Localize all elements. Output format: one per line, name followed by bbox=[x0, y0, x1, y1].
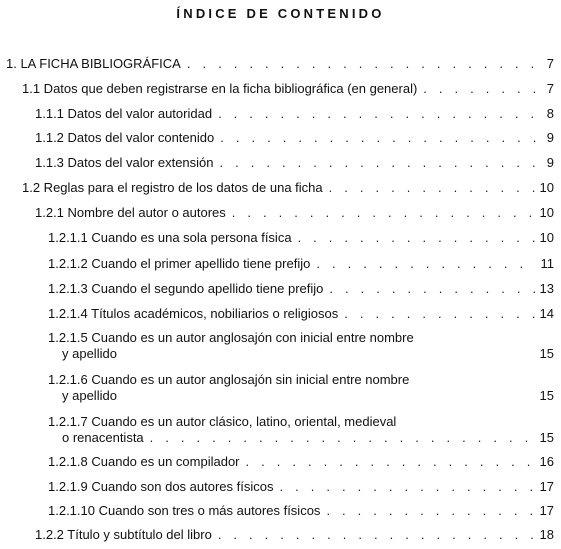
toc-entry bbox=[48, 503, 554, 519]
toc-entry bbox=[48, 479, 554, 495]
toc-leader bbox=[316, 256, 536, 272]
toc-page-number: 9 bbox=[546, 155, 554, 170]
toc-page-number: 10 bbox=[539, 180, 554, 195]
toc-page-number: 15 bbox=[539, 430, 554, 445]
toc-leader bbox=[329, 180, 536, 196]
toc-entry-text: 1.2.1.4 Títulos académicos, nobiliarios o religiosos bbox=[48, 306, 339, 321]
toc-entry-text: 1.2.1.5 Cuando es un autor anglosajón con inicial entre nombre bbox=[48, 330, 414, 345]
toc-entry bbox=[6, 56, 554, 72]
toc-entry-text: 1.2.1.6 Cuando es un autor anglosajón sin inicial entre nombre bbox=[48, 372, 410, 387]
toc-entry-text: 1.2.1.8 Cuando es un compilador bbox=[48, 454, 240, 469]
toc-entry-text: 1.2.1.7 Cuando es un autor clásico, latino, oriental, medieval bbox=[48, 414, 397, 429]
toc-entry bbox=[48, 256, 554, 272]
toc-page-number: 15 bbox=[539, 388, 554, 403]
toc-entry-text: 1.1.1 Datos del valor autoridad bbox=[35, 106, 213, 121]
toc-entry bbox=[48, 414, 554, 446]
toc-entry-text-continued: y apellido bbox=[62, 346, 117, 361]
toc-entry bbox=[22, 180, 554, 196]
toc-entry bbox=[48, 454, 554, 470]
toc-leader bbox=[220, 130, 536, 146]
toc-entry-text: 1.2.1.9 Cuando son dos autores físicos bbox=[48, 479, 274, 494]
toc-entry bbox=[48, 281, 554, 297]
toc-page-number: 18 bbox=[539, 527, 554, 542]
toc-leader bbox=[218, 527, 536, 543]
toc-entry-text: 1. LA FICHA BIBLIOGRÁFICA bbox=[6, 56, 181, 71]
toc-entry-text: 1.2.1.2 Cuando el primer apellido tiene prefijo bbox=[48, 256, 311, 271]
toc-page-number: 17 bbox=[539, 479, 554, 494]
toc-entry-text-continued: o renacentista bbox=[62, 430, 144, 445]
toc-leader bbox=[423, 81, 536, 97]
toc-entry bbox=[35, 205, 554, 221]
toc-entry bbox=[35, 130, 554, 146]
toc-leader bbox=[344, 306, 535, 322]
toc-leader bbox=[232, 205, 536, 221]
toc-leader bbox=[279, 479, 535, 495]
toc-entry-text: 1.1.3 Datos del valor extensión bbox=[35, 155, 214, 170]
toc-entry-text: 1.2.1 Nombre del autor o autores bbox=[35, 205, 226, 220]
toc-leader bbox=[298, 230, 536, 246]
toc-leader bbox=[246, 454, 536, 470]
toc-entry-text: 1.1 Datos que deben registrarse en la ficha bibliográfica (en general) bbox=[22, 81, 418, 96]
toc-entry-text: 1.2 Reglas para el registro de los datos de una ficha bbox=[22, 180, 323, 195]
toc-leader bbox=[187, 56, 536, 72]
toc-entry-text: 1.1.2 Datos del valor contenido bbox=[35, 130, 215, 145]
toc-page-number: 10 bbox=[539, 230, 554, 245]
toc-entry bbox=[48, 330, 554, 362]
toc-leader bbox=[150, 430, 536, 446]
toc-entry-text-continued: y apellido bbox=[62, 388, 117, 403]
toc-entry-text: 1.2.1.1 Cuando es una sola persona física bbox=[48, 230, 292, 245]
toc-page-number: 17 bbox=[539, 503, 554, 518]
toc-entry bbox=[48, 230, 554, 246]
toc-entry bbox=[35, 106, 554, 122]
toc-leader bbox=[326, 503, 535, 519]
toc-entry bbox=[35, 527, 554, 543]
toc-entry bbox=[22, 81, 554, 97]
toc-leader bbox=[329, 281, 535, 297]
toc-page-number: 8 bbox=[546, 106, 554, 121]
toc-page-number: 15 bbox=[539, 346, 554, 361]
toc-entry-text: 1.2.2 Título y subtítulo del libro bbox=[35, 527, 212, 542]
toc-page-number: 14 bbox=[539, 306, 554, 321]
toc-page-number: 7 bbox=[546, 56, 554, 71]
toc-entry-text: 1.2.1.3 Cuando el segundo apellido tiene prefijo bbox=[48, 281, 324, 296]
toc-page-number: 16 bbox=[539, 454, 554, 469]
toc-title: ÍNDICE DE CONTENIDO bbox=[176, 6, 385, 21]
toc-entry bbox=[48, 306, 554, 322]
toc-leader bbox=[220, 155, 537, 171]
toc-entry-text: 1.2.1.10 Cuando son tres o más autores físicos bbox=[48, 503, 321, 518]
toc-page-number: 10 bbox=[539, 205, 554, 220]
toc-entry bbox=[48, 372, 554, 404]
toc-entry bbox=[35, 155, 554, 171]
toc-page-number: 9 bbox=[546, 130, 554, 145]
toc-page-number: 7 bbox=[546, 81, 554, 96]
toc-page-number: 13 bbox=[539, 281, 554, 296]
toc-page-number: 11 bbox=[540, 256, 554, 271]
toc-leader bbox=[218, 106, 536, 122]
